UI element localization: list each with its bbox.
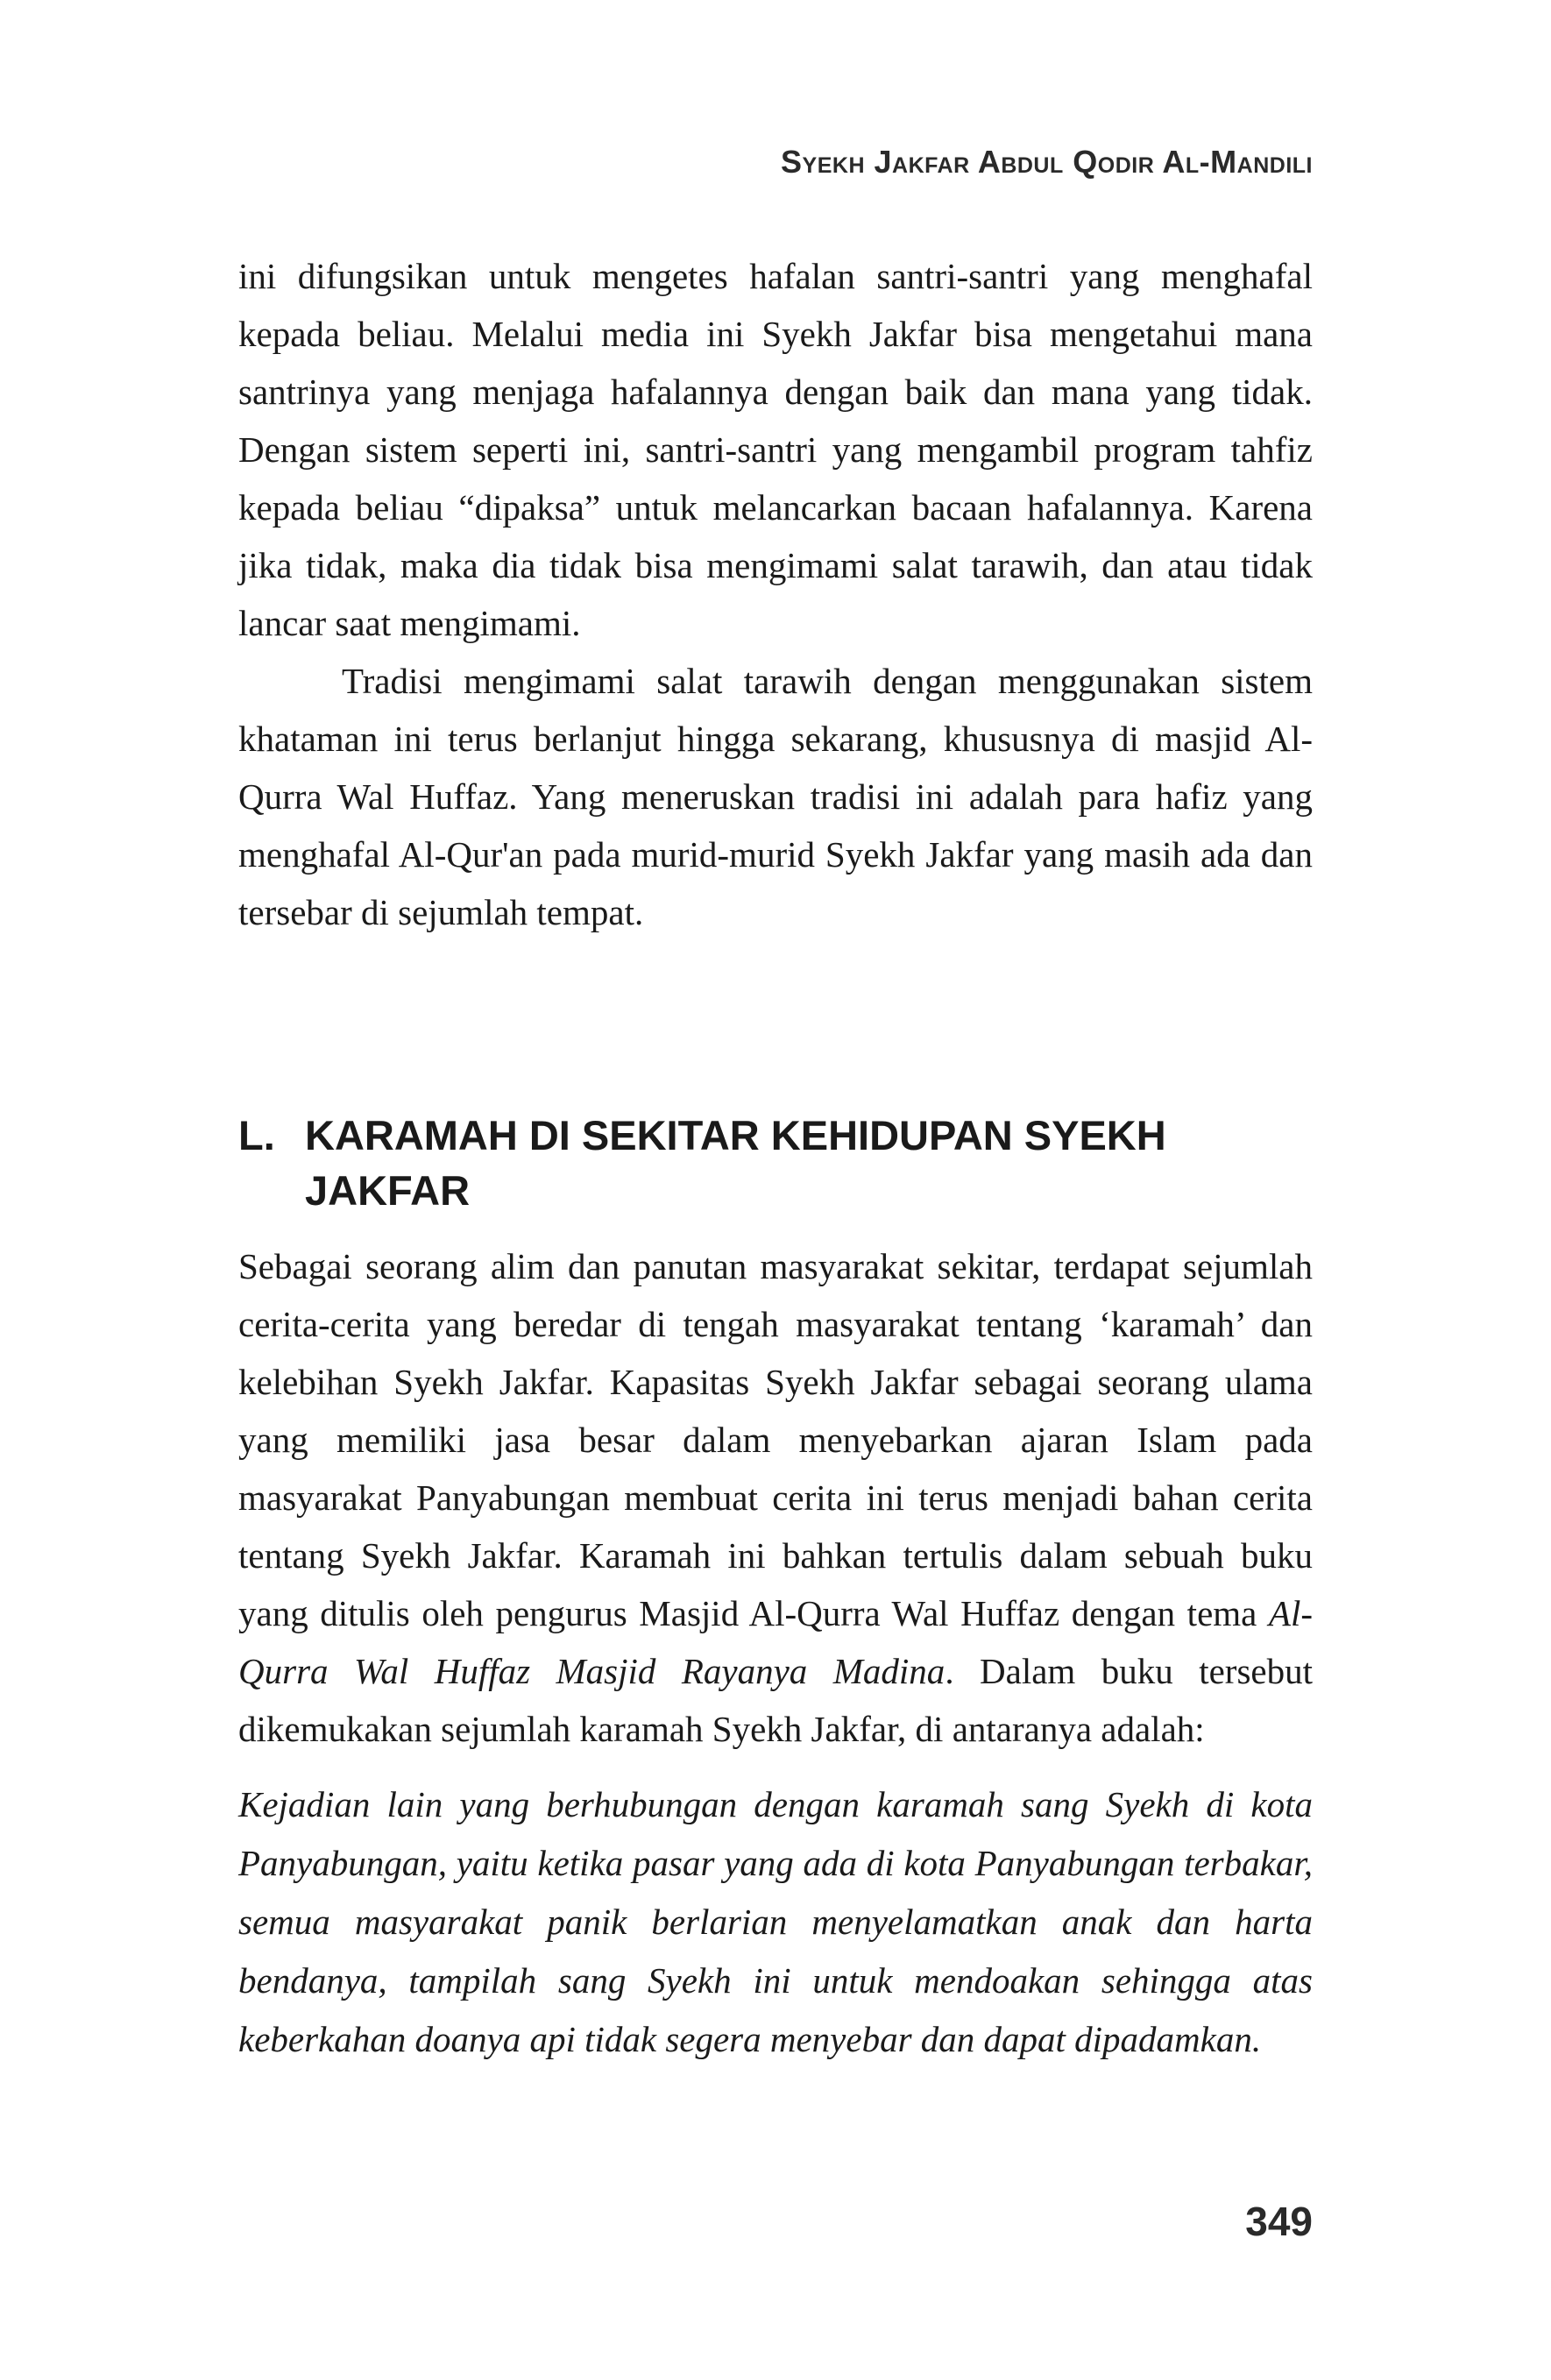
book-title: Al-Qurra Wal Huffaz Masjid Rayanya Madina [238,1593,1313,1691]
page-number: 349 [1245,2199,1313,2244]
block-quote: Kejadian lain yang berhubungan dengan karamah sang Syekh di kota Panyabungan, yaitu ketika pasar yang ada di kota Panyabungan terbakar, semua masyarakat panik berlarian menyelamatkan anak dan harta bendanya, tampilah sang Syekh ini untuk mendoakan sehingga atas keberkahan doanya api tidak segera menyebar dan dapat dipadamkan. [238,1784,1313,2059]
paragraph-tradition: Tradisi mengimami salat tarawih dengan menggunakan sistem khataman ini terus berlanjut hingga sekarang, khususnya di masjid Al-Qurra Wal Huffaz. Yang meneruskan tradisi ini adalah para hafiz yang menghafal Al-Qur'an pada murid-murid Syekh Jakfar yang masih ada dan tersebar di sejumlah tempat. [238,661,1313,932]
section-heading [238,1108,1313,1218]
paragraph-continued: ini difungsikan untuk mengetes hafalan santri-santri yang menghafal kepada beliau. Melalui media ini Syekh Jakfar bisa mengetahui mana santrinya yang menjaga hafalannya dengan baik dan mana yang tidak. Dengan sistem seperti ini, santri-santri yang mengambil program tahfiz kepada beliau “dipaksa” untuk melancarkan bacaan hafalannya. Karena jika tidak, maka dia tidak bisa mengimami salat tarawih, dan atau tidak lancar saat mengimami. [238,256,1313,643]
section-letter: L. [238,1112,275,1158]
section-title: KARAMAH DI SEKITAR KEHIDUPAN SYEKH JAKFAR [305,1112,1166,1214]
body-text-section [238,1237,1313,2069]
intro-text-part2: . Dalam buku tersebut dikemukakan sejumlah karamah Syekh Jakfar, di antaranya adalah: [238,1651,1314,1749]
body-text-top [238,247,1313,941]
intro-text-part1: Sebagai seorang alim dan panutan masyarakat sekitar, terdapat sejumlah cerita-cerita yang beredar di tengah masyarakat tentang ‘karamah’ dan kelebihan Syekh Jakfar. Kapasitas Syekh Jakfar sebagai seorang ulama yang memiliki jasa besar dalam menyebarkan ajaran Islam pada masyarakat Panyabungan membuat cerita ini terus menjadi bahan cerita tentang Syekh Jakfar. Karamah ini bahkan tertulis dalam sebuah buku yang ditulis oleh pengurus Masjid Al-Qurra Wal Huffaz dengan tema [238,1246,1313,1633]
running-header: Syekh Jakfar Abdul Qodir Al-Mandili [781,144,1313,180]
paragraph-karamah-intro [238,1237,1313,1758]
